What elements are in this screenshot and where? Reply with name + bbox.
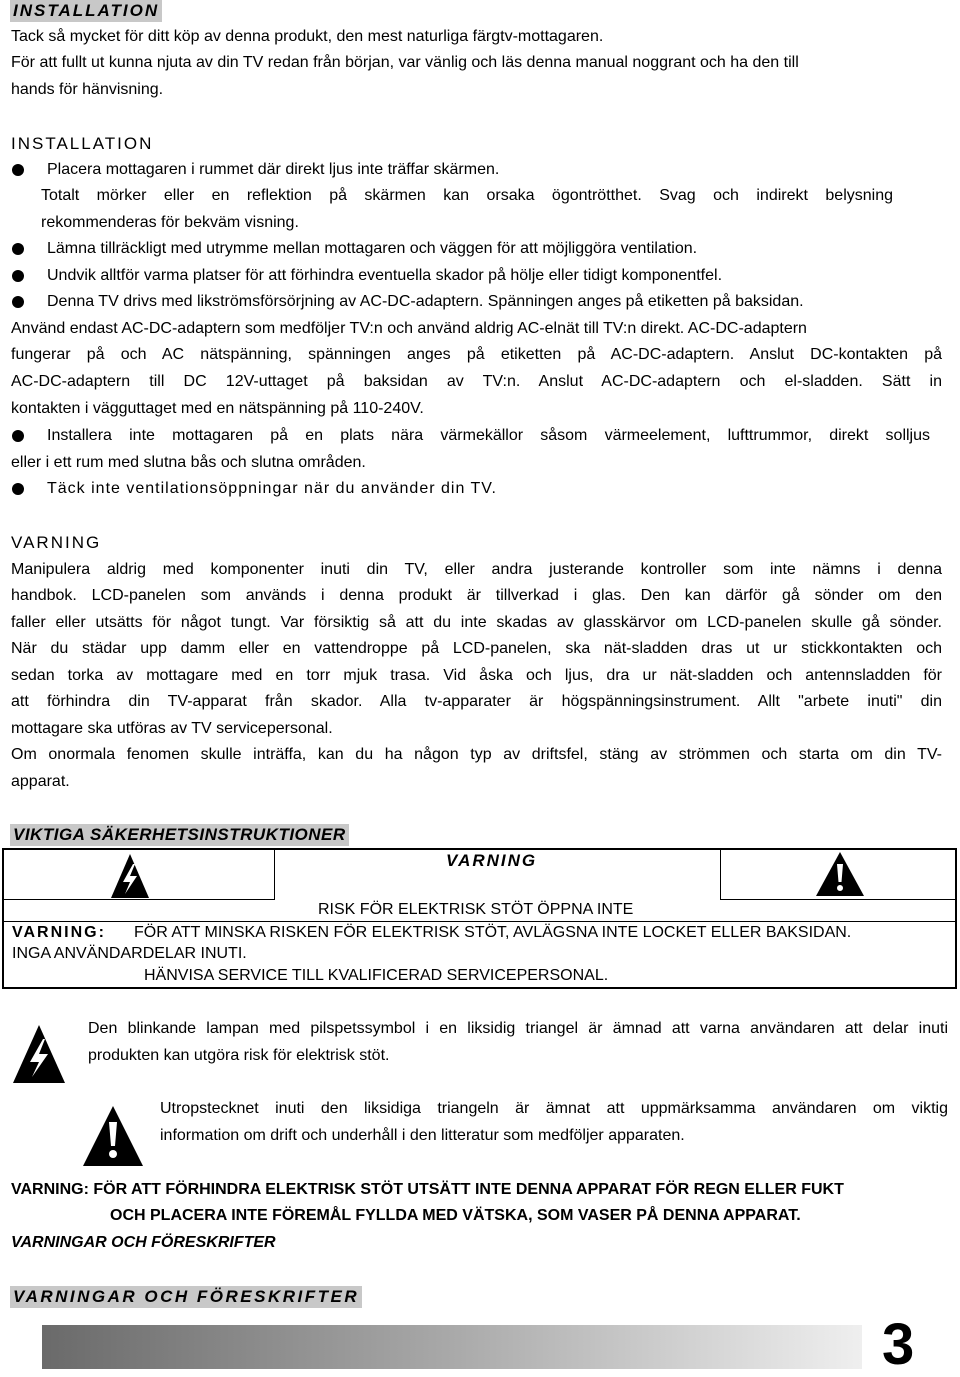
intro-line-2: För att fullt ut kunna njuta av din TV redan från början, var vänlig och läs denna manual noggrant och ha den till bbox=[11, 54, 799, 71]
final-warning-line-3: VARNINGAR OCH FÖRESKRIFTER bbox=[11, 1234, 276, 1251]
intro-line-3: hands för hänvisning. bbox=[11, 81, 164, 98]
install-line-1: Placera mottagaren i rummet där direkt ljus inte träffar skärmen. bbox=[47, 161, 500, 178]
intro-line-1: Tack så mycket för ditt köp av denna produkt, den mest naturliga färgtv-mottagaren. bbox=[11, 28, 604, 45]
exclamation-line-2: information om drift och underhåll i den litteratur som medföljer apparaten. bbox=[160, 1127, 685, 1144]
table-risk: RISK FÖR ELEKTRISK STÖT ÖPPNA INTE bbox=[318, 901, 634, 918]
bullet-icon bbox=[12, 296, 24, 308]
install-line-4: Lämna tillräckligt med utrymme mellan mottagaren och väggen för att möjliggöra ventilation. bbox=[47, 240, 698, 257]
page-number: 3 bbox=[882, 1312, 915, 1377]
table-varning-label: VARNING: bbox=[12, 924, 106, 941]
bullet-icon bbox=[12, 483, 24, 495]
install-line-13: Täck inte ventilationsöppningar när du använder din TV. bbox=[47, 480, 497, 497]
lightning-triangle-icon bbox=[111, 854, 149, 898]
table-divider-left bbox=[274, 850, 275, 900]
exclamation-triangle-icon bbox=[83, 1106, 143, 1166]
varning-line-7: mottagare ska utföras av TV servicepersonal. bbox=[11, 720, 333, 737]
table-line-2: INGA ANVÄNDARDELAR INUTI. bbox=[12, 945, 247, 962]
varning-line-9: apparat. bbox=[11, 773, 70, 790]
bullet-icon bbox=[12, 243, 24, 255]
bullet-icon bbox=[12, 430, 24, 442]
lightning-line-1: Den blinkande lampan med pilspetssymbol i en liksidig triangel är ämnad att varna användaren att delar inuti bbox=[88, 1020, 948, 1037]
install-line-9: AC-DC-adaptern till DC 12V-uttaget på baksidan av TV:n. Anslut AC-DC-adaptern och el-sladden. Sätt in bbox=[11, 373, 942, 390]
varning-line-8: Om onormala fenomen skulle inträffa, kan du ha någon typ av driftsfel, stäng av strömmen och starta om din TV- bbox=[11, 746, 942, 763]
warning-table bbox=[2, 848, 957, 989]
install-line-6: Denna TV drivs med likströmsförsörjning av AC-DC-adaptern. Spänningen anges på etiketten på baksidan. bbox=[47, 293, 804, 310]
install-line-8: fungerar på och AC nätspänning, spänningen anges på etiketten på AC-DC-adaptern. Anslut DC-kontakten på bbox=[11, 346, 942, 363]
table-line-1: FÖR ATT MINSKA RISKEN FÖR ELEKTRISK STÖT, AVLÄGSNA INTE LOCKET ELLER BAKSIDAN. bbox=[134, 924, 852, 941]
exclamation-line-1: Utropstecknet inuti den liksidiga triangeln är ämnat att uppmärksamma användaren om viktig bbox=[160, 1100, 948, 1117]
table-title: VARNING bbox=[446, 851, 538, 870]
table-divider-h-left bbox=[4, 899, 275, 900]
lightning-line-2: produkten kan utgöra risk för elektrisk stöt. bbox=[88, 1047, 390, 1064]
install-line-3: rekommenderas för bekväm visning. bbox=[41, 214, 299, 231]
bullet-icon bbox=[12, 270, 24, 282]
table-divider-h bbox=[4, 921, 955, 922]
lightning-triangle-icon bbox=[13, 1025, 65, 1083]
exclamation-triangle-icon bbox=[816, 852, 864, 896]
varning-line-1: Manipulera aldrig med komponenter inuti din TV, eller andra justerande kontroller som inte nämns i denna bbox=[11, 561, 942, 578]
footer-gradient-bar bbox=[42, 1325, 862, 1369]
install-line-2: Totalt mörker eller en reflektion på skärmen kan orsaka ögontrötthet. Svag och indirekt belysning bbox=[41, 187, 893, 204]
varning-line-2: handbok. LCD-panelen som används i denna produkt är tillverkad i glas. Den kan därför gå sönder om den bbox=[11, 587, 942, 604]
bullet-icon bbox=[12, 164, 24, 176]
table-line-3: HÄNVISA SERVICE TILL KVALIFICERAD SERVICEPERSONAL. bbox=[144, 967, 609, 984]
install-line-5: Undvik alltför varma platser för att förhindra eventuella skador på hölje eller tidigt komponentfel. bbox=[47, 267, 723, 284]
install-line-12: eller i ett rum med slutna bås och slutna områden. bbox=[11, 454, 366, 471]
install-line-7: Använd endast AC-DC-adaptern som medföljer TV:n och använd aldrig AC-elnät till TV:n direkt. AC-DC-adaptern bbox=[11, 320, 807, 337]
subheader-varning: VARNING bbox=[11, 533, 102, 552]
final-warning-line-2: OCH PLACERA INTE FÖREMÅL FYLLDA MED VÄTSKA, SOM VASER PÅ DENNA APPARAT. bbox=[110, 1207, 801, 1224]
varning-line-3: faller eller utsätts för något tungt. Var försiktig så att du inte skadas av glasskärvor om LCD-panelen skulle gå sönder. bbox=[11, 614, 942, 631]
section-header-viktiga: VIKTIGA SÄKERHETSINSTRUKTIONER bbox=[10, 824, 349, 846]
table-divider-h-right bbox=[720, 899, 955, 900]
table-divider-right bbox=[720, 850, 721, 900]
varning-line-5: sedan torka av mottagare med en torr mjuk trasa. Vid åska och ljus, dra ur nät-sladden och antennsladden för bbox=[11, 667, 942, 684]
subheader-installation: INSTALLATION bbox=[11, 134, 154, 153]
section-header-installation: INSTALLATION bbox=[10, 0, 162, 22]
varning-line-6: att förhindra din TV-apparat från skador. Alla tv-apparater är högspänningsinstrument. Allt "arbete inuti" din bbox=[11, 693, 942, 710]
install-line-11: Installera inte mottagaren på en plats nära värmekällor såsom värmeelement, lufttrummor, direkt solljus bbox=[47, 427, 930, 444]
section-header-varningar: VARNINGAR OCH FÖRESKRIFTER bbox=[10, 1286, 362, 1308]
varning-line-4: När du städar upp damm eller en vattendroppe på LCD-panelen, ska nät-sladden dras ut ur stickkontakten och bbox=[11, 640, 942, 657]
install-line-10: kontakten i vägguttaget med en nätspänning på 110-240V. bbox=[11, 400, 424, 417]
final-warning-line-1: VARNING: FÖR ATT FÖRHINDRA ELEKTRISK STÖT UTSÄTT INTE DENNA APPARAT FÖR REGN ELLER FUKT bbox=[11, 1181, 844, 1198]
